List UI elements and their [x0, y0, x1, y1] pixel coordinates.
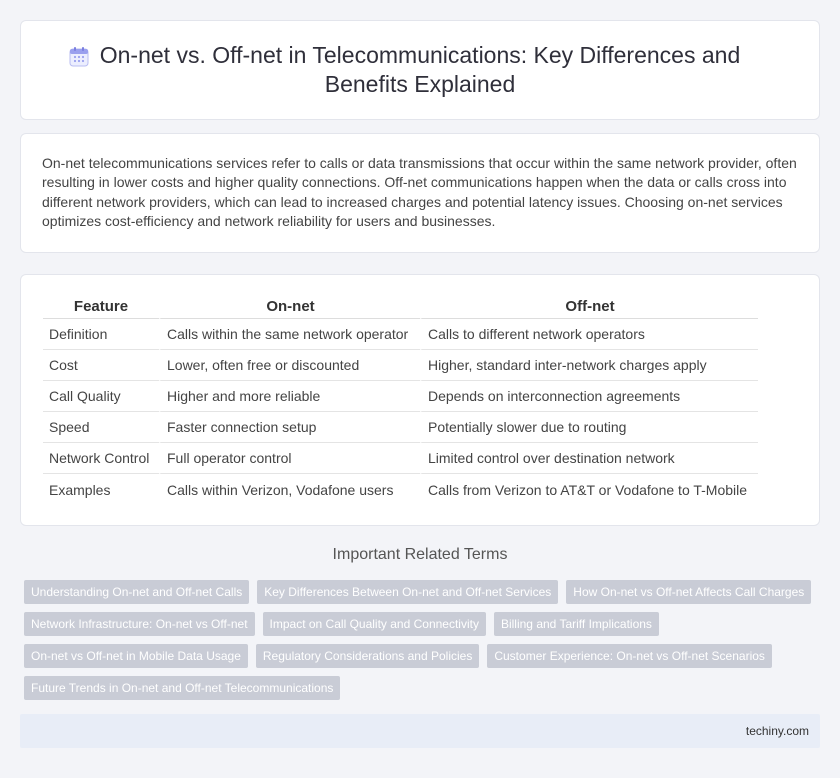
related-tag[interactable]: Customer Experience: On-net vs Off-net Scenarios — [487, 644, 772, 668]
footer — [20, 714, 820, 748]
table-row — [43, 350, 758, 381]
table-cell: Definition — [43, 319, 159, 350]
table-cell: Calls to different network operators — [420, 319, 758, 350]
table-cell: Depends on interconnection agreements — [420, 381, 758, 412]
page-title: On-net vs. Off-net in Telecommunications: Key Differences and Benefits Explained — [99, 42, 741, 97]
related-terms-title: Important Related Terms — [332, 546, 508, 563]
table-cell: Higher, standard inter-network charges apply — [420, 350, 758, 381]
related-tag[interactable]: Impact on Call Quality and Connectivity — [263, 612, 486, 636]
intro-text: On-net telecommunications services refer to calls or data transmissions that occur within the same network provider, often resulting in lower costs and higher quality connections. Off-net communications happen when the data or calls cross into different network providers, which can lead to increased charges and potential latency issues. Choosing on-net services optimizes cost-efficiency and network reliability for users and businesses. — [42, 155, 797, 230]
table-cell: Network Control — [43, 443, 159, 474]
related-tag[interactable]: Key Differences Between On-net and Off-net Services — [257, 580, 558, 604]
related-tags — [24, 580, 824, 700]
footer-site[interactable]: techiny.com — [745, 724, 809, 738]
table-row — [43, 381, 758, 412]
comparison-table — [43, 295, 758, 505]
table-cell: Call Quality — [43, 381, 159, 412]
table-cell: Higher and more reliable — [159, 381, 420, 412]
table-cell: Full operator control — [159, 443, 420, 474]
intro-card — [20, 133, 820, 253]
related-tag[interactable]: How On-net vs Off-net Affects Call Charges — [566, 580, 811, 604]
table-cell: Cost — [43, 350, 159, 381]
table-cell: Lower, often free or discounted — [159, 350, 420, 381]
header-card — [20, 20, 820, 120]
header-feature: Feature — [43, 295, 159, 319]
header-on-net: On-net — [159, 295, 420, 319]
related-tag[interactable]: Network Infrastructure: On-net vs Off-net — [24, 612, 255, 636]
table-cell: Examples — [49, 481, 111, 498]
table-row — [43, 474, 758, 505]
table-cell: Speed — [43, 412, 159, 443]
related-tag[interactable]: Understanding On-net and Off-net Calls — [24, 580, 249, 604]
table-cell: Calls within the same network operator — [159, 319, 420, 350]
table-cell: Limited control over destination network — [420, 443, 758, 474]
related-tag[interactable]: Billing and Tariff Implications — [494, 612, 659, 636]
table-row — [43, 319, 758, 350]
table-row — [43, 412, 758, 443]
related-tag[interactable]: On-net vs Off-net in Mobile Data Usage — [24, 644, 248, 668]
table-cell: Calls from Verizon to AT&T or Vodafone to T-Mobile — [420, 474, 758, 505]
comparison-card — [20, 274, 820, 526]
table-cell: Calls within Verizon, Vodafone users — [159, 474, 420, 505]
related-tag[interactable]: Regulatory Considerations and Policies — [256, 644, 479, 668]
header-off-net: Off-net — [420, 295, 758, 319]
related-tag[interactable]: Future Trends in On-net and Off-net Telecommunications — [24, 676, 340, 700]
table-row — [43, 443, 758, 474]
table-header-row — [43, 295, 758, 319]
table-cell: Potentially slower due to routing — [420, 412, 758, 443]
table-cell: Faster connection setup — [159, 412, 420, 443]
